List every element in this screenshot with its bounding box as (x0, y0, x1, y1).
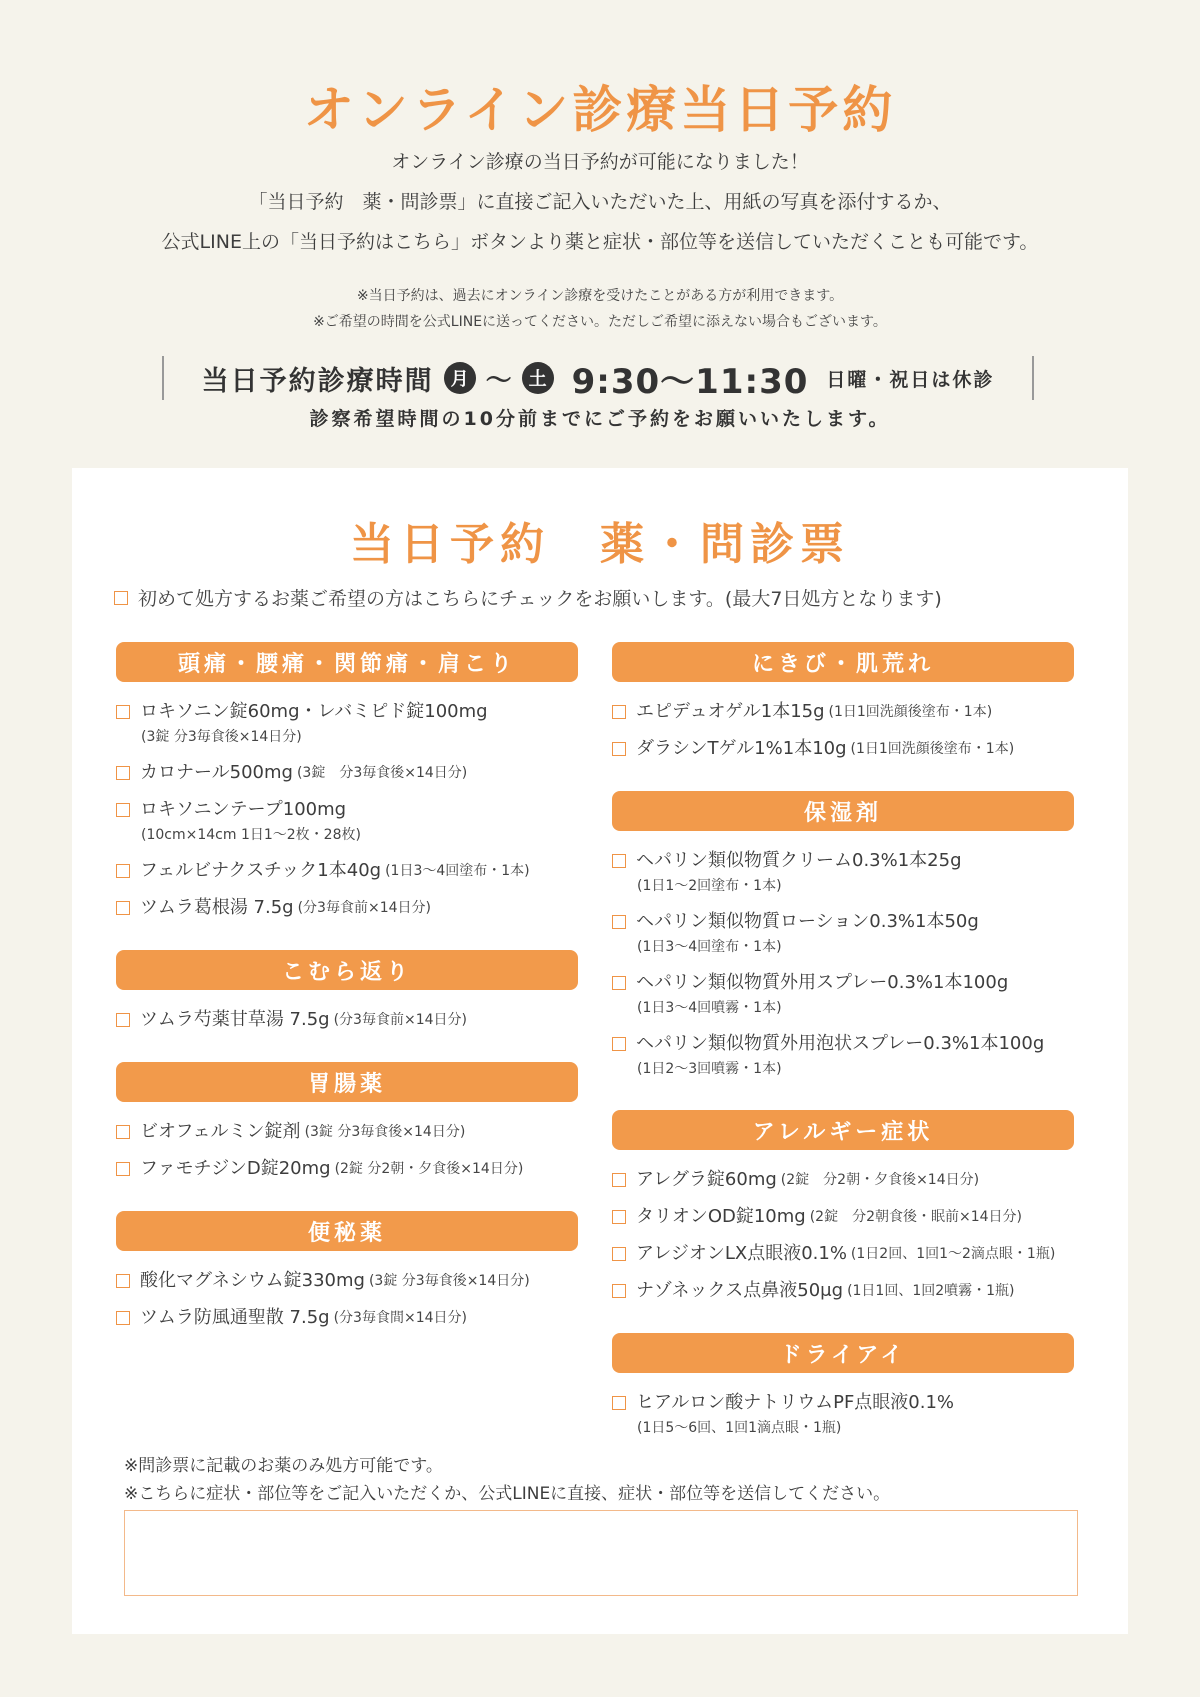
medicine-dosage: (1日2回、1回1〜2滴点眼・1瓶) (850, 1246, 1056, 1262)
form-title: 当日予約 薬・問診票 (350, 519, 850, 570)
medicine-dosage: (1日1回洗顔後塗布・1本) (828, 704, 993, 720)
medicine-name: ヘパリン類似物質クリーム0.3%1本25g (636, 850, 962, 871)
medicine-dosage: (1日3〜4回塗布・1本) (637, 939, 782, 955)
medicine-checkbox[interactable] (612, 742, 626, 756)
medicine-item[interactable] (612, 1391, 1074, 1439)
medicine-name: ツムラ防風通聖散 7.5g (140, 1307, 330, 1328)
medicine-dosage: (1日5〜6回、1回1滴点眼・1瓶) (637, 1420, 842, 1436)
medicine-section (116, 1211, 578, 1330)
time-request-note: ※ご希望の時間を公式LINEに送ってください。ただしご希望に添えない場合もございます。 (313, 314, 887, 330)
medicine-checkbox[interactable] (116, 1013, 130, 1027)
medicine-line (612, 1032, 1074, 1056)
medicine-item[interactable] (116, 761, 578, 785)
medicine-line (116, 1008, 578, 1032)
medicine-item[interactable] (612, 700, 1074, 724)
medicine-checkbox[interactable] (116, 1162, 130, 1176)
medicine-name: ツムラ葛根湯 7.5g (140, 897, 294, 918)
medicine-checkbox[interactable] (116, 1311, 130, 1325)
medicine-item[interactable] (612, 737, 1074, 761)
medicine-line (116, 896, 578, 920)
intro-line: オンライン診療の当日予約が可能になりました！ (391, 151, 809, 173)
questionnaire-card (72, 468, 1128, 1634)
page-title: オンライン診療当日予約 (303, 81, 897, 139)
medicine-name: ファモチジンD錠20mg (140, 1158, 331, 1179)
medicine-checkbox[interactable] (116, 864, 130, 878)
medicine-section (612, 1110, 1074, 1303)
section-header: 頭痛・腰痛・関節痛・肩こり (116, 642, 578, 682)
prescription-note: ※問診票に記載のお薬のみ処方可能です。 (124, 1456, 443, 1476)
medicine-checkbox[interactable] (116, 766, 130, 780)
symptom-instruction-note: ※こちらに症状・部位等をご記入いただくか、公式LINEに直接、症状・部位等を送信してください。 (124, 1484, 891, 1504)
medicine-name: ヘパリン類似物質外用スプレー0.3%1本100g (636, 972, 1009, 993)
medicine-line (612, 700, 1074, 724)
medicine-line (116, 1120, 578, 1144)
medicine-name: ヒアルロン酸ナトリウムPF点眼液0.1% (636, 1392, 955, 1413)
medicine-line (612, 1242, 1074, 1266)
day-from-badge: 月 (444, 362, 476, 394)
medicine-dosage: (分3毎食前×14日分) (297, 900, 431, 916)
medicine-name: アレグラ錠60mg (636, 1169, 777, 1190)
day-to-badge: 土 (522, 362, 554, 394)
medicine-item[interactable] (116, 1306, 578, 1330)
medicine-name: アレジオンLX点眼液0.1% (636, 1243, 847, 1264)
medicine-line (612, 910, 1074, 934)
section-header: 便秘薬 (116, 1211, 578, 1251)
medicine-dosage: (1日1〜2回塗布・1本) (637, 878, 782, 894)
medicine-dosage: (1日3〜4回塗布・1本) (385, 863, 530, 879)
medicine-name: ツムラ芍薬甘草湯 7.5g (140, 1009, 330, 1030)
medicine-dosage: (1日1回、1回2噴霧・1瓶) (847, 1283, 1015, 1299)
checkbox[interactable] (114, 591, 128, 605)
medicine-line (612, 849, 1074, 873)
medicine-dosage: (3錠 分3毎食後×14日分) (141, 729, 302, 745)
medicine-checkbox[interactable] (116, 803, 130, 817)
medicine-checkbox[interactable] (116, 1274, 130, 1288)
medicine-line (612, 1168, 1074, 1192)
section-header: にきび・肌荒れ (612, 642, 1074, 682)
medicine-name: カロナール500mg (140, 762, 293, 783)
medicine-name: ヘパリン類似物質ローション0.3%1本50g (636, 911, 979, 932)
medicine-dosage: (分3毎食前×14日分) (333, 1012, 467, 1028)
medicine-dosage: (1日3〜4回噴霧・1本) (637, 1000, 782, 1016)
medicine-item[interactable] (612, 1279, 1074, 1303)
intro-line: 「当日予約 薬・問診票」に直接ご記入いただいた上、用紙の写真を添付するか、 (248, 191, 952, 213)
medicine-name: ビオフェルミン錠剤 (140, 1121, 301, 1142)
medicine-line (116, 798, 578, 822)
medicine-item[interactable] (612, 1032, 1074, 1080)
medicine-item[interactable] (612, 1168, 1074, 1192)
medicine-name: ナゾネックス点鼻液50μg (636, 1280, 844, 1301)
medicine-section (116, 1062, 578, 1181)
consultation-hours (162, 356, 1034, 400)
symptom-input-box[interactable] (124, 1510, 1078, 1596)
medicine-item[interactable] (612, 1242, 1074, 1266)
right-column (612, 642, 1074, 1469)
medicine-section (116, 642, 578, 920)
medicine-checkbox[interactable] (612, 1247, 626, 1261)
medicine-dosage: (2錠 分2朝・夕食後×14日分) (334, 1161, 524, 1177)
medicine-line (612, 1391, 1074, 1415)
medicine-line (116, 859, 578, 883)
tilde: 〜 (485, 365, 512, 396)
medicine-item[interactable] (116, 859, 578, 883)
medicine-line (612, 1279, 1074, 1303)
medicine-name: フェルビナクスチック1本40g (140, 860, 382, 881)
medicine-checkbox[interactable] (116, 705, 130, 719)
medicine-checkbox[interactable] (612, 854, 626, 868)
medicine-dosage: (10cm×14cm 1日1〜2枚・28枚) (141, 827, 361, 843)
medicine-checkbox[interactable] (612, 915, 626, 929)
medicine-line (612, 737, 1074, 761)
medicine-checkbox[interactable] (612, 1284, 626, 1298)
medicine-item[interactable] (612, 849, 1074, 897)
first-prescription-checkbox[interactable] (114, 584, 942, 611)
medicine-name: エピデュオゲル1本15g (636, 701, 825, 722)
medicine-checkbox[interactable] (612, 976, 626, 990)
medicine-dosage: (2錠 分2朝食後・眠前×14日分) (809, 1209, 1023, 1225)
reserve-deadline-note: 診察希望時間の10分前までにご予約をお願いいたします。 (309, 408, 891, 430)
medicine-name: タリオンOD錠10mg (636, 1206, 806, 1227)
medicine-dosage: (3錠 分3毎食後×14日分) (368, 1273, 530, 1289)
medicine-section (612, 642, 1074, 761)
medicine-name: ダラシンTゲル1%1本10g (636, 738, 847, 759)
hours-label: 当日予約診療時間 (201, 365, 434, 397)
medicine-item[interactable] (116, 700, 578, 748)
medicine-item[interactable] (116, 1269, 578, 1293)
medicine-dosage: (3錠 分3毎食後×14日分) (296, 765, 468, 781)
medicine-item[interactable] (612, 910, 1074, 958)
medicine-item[interactable] (116, 1120, 578, 1144)
medicine-item[interactable] (116, 1008, 578, 1032)
section-header: 保湿剤 (612, 791, 1074, 831)
medicine-checkbox[interactable] (612, 705, 626, 719)
section-header: 胃腸薬 (116, 1062, 578, 1102)
first-prescription-label: 初めて処方するお薬ご希望の方はこちらにチェックをお願いします。(最大7日処方となります) (138, 588, 942, 610)
medicine-dosage: (3錠 分3毎食後×14日分) (304, 1124, 466, 1140)
left-column (116, 642, 578, 1360)
medicine-item[interactable] (612, 1205, 1074, 1229)
eligibility-note: ※当日予約は、過去にオンライン診療を受けたことがある方が利用できます。 (356, 288, 844, 304)
medicine-section (612, 791, 1074, 1080)
medicine-checkbox[interactable] (612, 1173, 626, 1187)
medicine-line (612, 971, 1074, 995)
medicine-item[interactable] (116, 1157, 578, 1181)
section-header: こむら返り (116, 950, 578, 990)
medicine-checkbox[interactable] (116, 1125, 130, 1139)
medicine-section (116, 950, 578, 1032)
closed-days: 日曜・祝日は休診 (826, 368, 995, 391)
intro-text (0, 142, 1200, 262)
medicine-line (116, 761, 578, 785)
hours-time: 9:30〜11:30 (571, 361, 809, 402)
medicine-dosage: (1日1回洗顔後塗布・1本) (850, 741, 1015, 757)
medicine-dosage: (1日2〜3回噴霧・1本) (637, 1061, 782, 1077)
medicine-line (116, 1269, 578, 1293)
medicine-checkbox[interactable] (612, 1396, 626, 1410)
intro-line: 公式LINE上の「当日予約はこちら」ボタンより薬と症状・部位等を送信していただくことも可能です。 (161, 231, 1039, 253)
medicine-item[interactable] (116, 896, 578, 920)
section-header: ドライアイ (612, 1333, 1074, 1373)
medicine-checkbox[interactable] (612, 1210, 626, 1224)
medicine-name: ヘパリン類似物質外用泡状スプレー0.3%1本100g (636, 1033, 1045, 1054)
medicine-name: ロキソニンテープ100mg (140, 799, 347, 820)
medicine-item[interactable] (116, 798, 578, 846)
medicine-name: ロキソニン錠60mg・レバミピド錠100mg (140, 701, 488, 722)
medicine-name: 酸化マグネシウム錠330mg (140, 1270, 365, 1291)
section-header: アレルギー症状 (612, 1110, 1074, 1150)
medicine-line (116, 1306, 578, 1330)
medicine-dosage: (2錠 分2朝・夕食後×14日分) (780, 1172, 980, 1188)
medicine-item[interactable] (612, 971, 1074, 1019)
medicine-line (116, 700, 578, 724)
medicine-checkbox[interactable] (612, 1037, 626, 1051)
medicine-line (612, 1205, 1074, 1229)
medicine-checkbox[interactable] (116, 901, 130, 915)
medicine-section (612, 1333, 1074, 1439)
medicine-dosage: (分3毎食間×14日分) (333, 1310, 467, 1326)
medicine-line (116, 1157, 578, 1181)
